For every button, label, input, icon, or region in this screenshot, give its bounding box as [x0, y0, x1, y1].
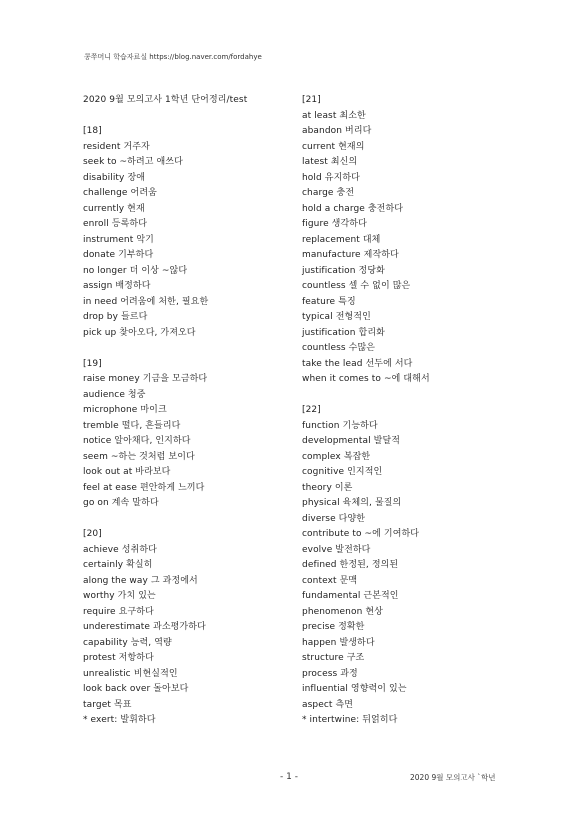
vocab-entry: target 목표	[83, 699, 132, 710]
vocab-entry: typical 전형적인	[302, 312, 371, 322]
spacer	[83, 109, 313, 125]
vocab-entry: complex 복잡한	[302, 451, 371, 462]
vocab-entry: hold 유지하다	[302, 172, 360, 183]
vocab-entry: raise money 기금을 모금하다	[83, 374, 208, 384]
vocab-entry: seek to ~하려고 애쓰다	[83, 157, 183, 167]
vocab-entry: happen 발생하다	[302, 637, 375, 648]
vocab-entry: certainly 확실히	[83, 560, 153, 570]
vocab-entry: challenge 어려움	[83, 188, 157, 198]
vocab-entry: drop by 들르다	[83, 312, 148, 322]
vocab-entry: at least 최소한	[302, 110, 366, 121]
section-heading: [20]	[83, 529, 102, 539]
vocab-entry: evolve 발전하다	[302, 544, 371, 555]
vocab-entry: countless 셀 수 없이 많은	[302, 281, 411, 291]
vocab-entry: phenomenon 현상	[302, 606, 383, 617]
left-column	[83, 93, 313, 729]
vocab-entry: seem ~하는 것처럼 보이다	[83, 451, 195, 462]
vocab-entry: charge 충전	[302, 188, 355, 198]
page-number: - 1 -	[280, 772, 298, 782]
vocab-entry: physical 육체의, 물질의	[302, 498, 402, 508]
vocab-entry: * intertwine: 뒤얽히다	[302, 715, 398, 725]
vocab-entry: abandon 버리다	[302, 126, 372, 136]
vocab-entry: protest 저항하다	[83, 653, 154, 663]
vocab-entry: function 기능하다	[302, 420, 378, 431]
vocab-entry: worthy 가치 있는	[83, 591, 156, 601]
spacer	[302, 388, 532, 404]
vocab-entry: enroll 등록하다	[83, 219, 147, 229]
vocab-entry: disability 장애	[83, 172, 146, 183]
vocab-entry: go on 계속 말하다	[83, 498, 159, 508]
vocab-entry: resident 거주자	[83, 141, 150, 152]
vocab-entry: fundamental 근본적인	[302, 591, 399, 601]
vocab-entry: aspect 측면	[302, 699, 354, 710]
vocab-entry: microphone 마이크	[83, 405, 167, 415]
vocab-entry: manufacture 제작하다	[302, 250, 399, 260]
vocab-entry: influential 영향력이 있는	[302, 684, 407, 694]
vocab-entry: defined 한정된, 정의된	[302, 560, 399, 570]
vocab-entry: instrument 악기	[83, 234, 154, 245]
vocab-entry: audience 청중	[83, 389, 146, 400]
vocab-entry: unrealistic 비현실적인	[83, 668, 178, 679]
vocab-entry: in need 어려움에 처한, 필요한	[83, 296, 209, 307]
vocab-entry: justification 정당화	[302, 265, 385, 276]
section-heading: [22]	[302, 405, 321, 415]
vocab-entry: look back over 돌아보다	[83, 684, 189, 694]
document-title: 2020 9월 모의고사 1학년 단어정리/test	[83, 95, 248, 105]
page-header: 콩쭈머니 학습자료실 https://blog.naver.com/fordahye	[84, 53, 262, 61]
vocab-entry: capability 능력, 역량	[83, 637, 172, 648]
vocab-entry: achieve 성취하다	[83, 544, 157, 555]
vocab-entry: take the lead 선두에 서다	[302, 358, 413, 369]
vocab-entry: pick up 찾아오다, 가져오다	[83, 327, 196, 338]
vocab-entry: feature 특징	[302, 296, 356, 307]
vocab-entry: diverse 다양한	[302, 513, 366, 524]
vocab-entry: cognitive 인지적인	[302, 467, 383, 477]
vocab-entry: structure 구조	[302, 653, 365, 663]
vocab-entry: underestimate 과소평가하다	[83, 622, 206, 632]
vocab-entry: theory 이론	[302, 482, 353, 493]
vocab-entry: along the way 그 과정에서	[83, 575, 198, 586]
section-heading: [21]	[302, 95, 321, 105]
vocab-entry: currently 현재	[83, 203, 145, 214]
spacer	[83, 341, 313, 357]
section-heading: [19]	[83, 358, 102, 369]
right-column	[302, 93, 532, 729]
spacer	[83, 512, 313, 528]
vocab-entry: latest 최신의	[302, 157, 358, 167]
vocab-entry: assign 배정하다	[83, 281, 151, 291]
vocab-entry: figure 생각하다	[302, 219, 367, 229]
vocab-entry: replacement 대체	[302, 234, 381, 245]
vocab-entry: feel at ease 편안하게 느끼다	[83, 482, 205, 493]
vocab-entry: require 요구하다	[83, 606, 154, 617]
vocab-entry: no longer 더 이상 ~않다	[83, 265, 188, 276]
vocab-entry: developmental 발달적	[302, 436, 401, 446]
vocab-entry: hold a charge 충전하다	[302, 203, 404, 214]
vocab-entry: current 현재의	[302, 141, 365, 152]
vocab-entry: justification 합리화	[302, 327, 385, 338]
vocab-entry: process 과정	[302, 668, 358, 679]
vocab-entry: contribute to ~에 기여하다	[302, 529, 420, 539]
vocab-entry: notice 알아채다, 인지하다	[83, 436, 191, 446]
vocab-entry: context 문맥	[302, 575, 358, 586]
footer-title: 2020 9월 모의고사 `학년	[410, 773, 496, 782]
vocab-entry: countless 수많은	[302, 343, 376, 353]
vocab-entry: look out at 바라보다	[83, 467, 171, 477]
section-heading: [18]	[83, 126, 102, 136]
vocab-entry: donate 기부하다	[83, 250, 154, 260]
vocab-entry: * exert: 발휘하다	[83, 715, 156, 725]
vocab-entry: tremble 떨다, 흔들리다	[83, 420, 181, 431]
vocab-entry: precise 정확한	[302, 622, 365, 632]
vocab-entry: when it comes to ~에 대해서	[302, 374, 430, 384]
